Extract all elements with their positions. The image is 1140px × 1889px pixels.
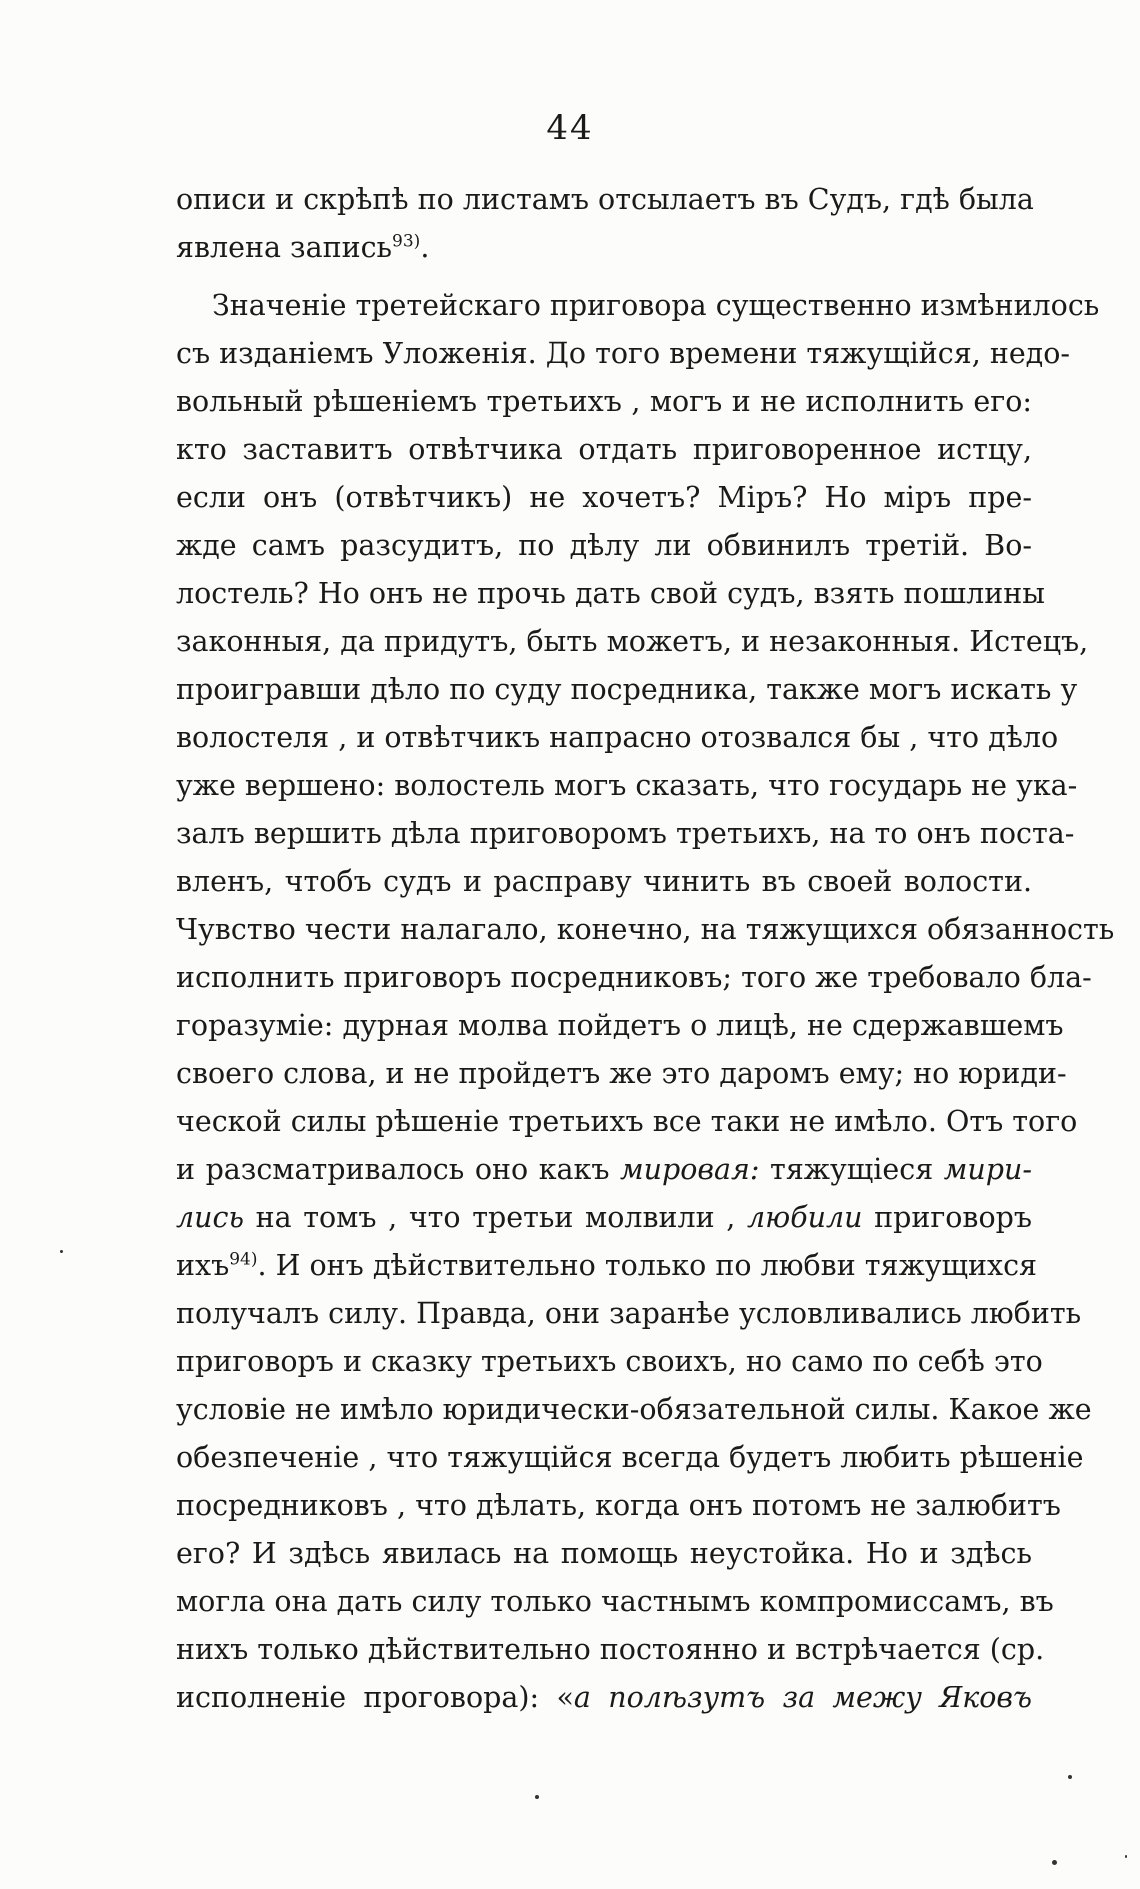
text-line: вольный рѣшеніемъ третьихъ , могъ и не исполнить его: [176, 385, 1032, 418]
text-run: исполненіе проговора): « [176, 1681, 574, 1714]
text-run: явлена запись [176, 231, 393, 264]
text-line: ческой силы рѣшеніе третьихъ все таки не имѣло. Отъ того [176, 1105, 1078, 1138]
text-line: условіе не имѣло юридически-обязательной силы. Какое же [176, 1393, 1092, 1426]
text-line: лостель? Но онъ не прочь дать свой судъ, взять пошлины [176, 577, 1045, 610]
text-line: нихъ только дѣйствительно постоянно и встрѣчается (ср. [176, 1633, 1045, 1666]
text-line: жде самъ разсудитъ, по дѣлу ли обвинилъ третій. Во- [176, 529, 1032, 562]
scan-speck [1125, 1855, 1127, 1858]
scan-speck [1052, 1860, 1057, 1865]
text-line: если онъ (отвѣтчикъ) не хочетъ? Міръ? Но міръ пре- [176, 481, 1032, 514]
scan-speck [535, 1795, 539, 1799]
text-line: Чувство чести налагало, конечно, на тяжущихся обязанность [176, 913, 1115, 946]
text-run: ихъ [176, 1249, 230, 1282]
text-run: . И онъ дѣйствительно только по любви тяжущихся [257, 1249, 1038, 1282]
text-line: получалъ силу. Правда, они заранѣе условливались любить [176, 1297, 1082, 1330]
footnote-ref: 93) [392, 231, 421, 252]
paragraph-gap [176, 272, 1032, 282]
text-line: Значеніе третейскаго приговора существенно измѣнилось [212, 289, 1100, 322]
text-run: приговоръ [862, 1201, 1032, 1234]
text-line [176, 1242, 1038, 1290]
italic-text: мири- [943, 1153, 1032, 1186]
text-line: вленъ, чтобъ судъ и расправу чинить въ своей волости. [176, 865, 1032, 898]
page-number: 44 [546, 108, 594, 148]
text-line: съ изданіемъ Уложенія. До того времени тяжущійся, недо- [176, 337, 1071, 370]
text-run: на томъ , что третьи молвили , [243, 1201, 747, 1234]
italic-text: лись [176, 1201, 244, 1234]
text-line: своего слова, и не пройдетъ же это даромъ ему; но юриди- [176, 1057, 1067, 1090]
body-text [176, 176, 1115, 1722]
text-line: горазуміе: дурная молва пойдетъ о лицѣ, не сдержавшемъ [176, 1009, 1064, 1042]
italic-text: мировая: [620, 1153, 760, 1186]
text-line: проигравши дѣло по суду посредника, также могъ искать у [176, 673, 1078, 706]
footnote-ref: 94) [229, 1249, 258, 1270]
text-line: его? И здѣсь явилась на помощь неустойка. Но и здѣсь [176, 1537, 1032, 1570]
text-run: тяжущіеся [759, 1153, 944, 1186]
text-line: волостеля , и отвѣтчикъ напрасно отозвался бы , что дѣло [176, 721, 1059, 754]
text-line: исполнить приговоръ посредниковъ; того же требовало бла- [176, 961, 1092, 994]
text-line: могла она дать силу только частнымъ компромиссамъ, въ [176, 1585, 1054, 1618]
text-line: приговоръ и сказку третьихъ своихъ, но само по себѣ это [176, 1345, 1043, 1378]
text-line: уже вершено: волостель могъ сказать, что государь не ука- [176, 769, 1078, 802]
text-line [176, 1674, 1032, 1722]
text-line [176, 1194, 1032, 1242]
text-line: описи и скрѣпѣ по листамъ отсылаетъ въ Судъ, гдѣ была [176, 183, 1034, 216]
text-line [176, 1146, 1032, 1194]
text-line: обезпеченіе , что тяжущійся всегда будетъ любить рѣшеніе [176, 1441, 1084, 1474]
text-run: . [420, 231, 430, 264]
text-line: законныя, да придутъ, быть можетъ, и незаконныя. Истецъ, [176, 625, 1089, 658]
scan-speck [60, 1250, 63, 1253]
text-line: залъ вершить дѣла приговоромъ третьихъ, на то онъ поста- [176, 817, 1075, 850]
text-line: посредниковъ , что дѣлать, когда онъ потомъ не залюбитъ [176, 1489, 1061, 1522]
italic-text: а полѣзутъ за межу Яковъ [573, 1681, 1033, 1714]
text-line [176, 224, 1032, 272]
scan-speck [1068, 1775, 1072, 1779]
text-run: и разсматривалось оно какъ [176, 1153, 621, 1186]
italic-text: любили [746, 1201, 863, 1234]
text-line: кто заставитъ отвѣтчика отдать приговоренное истцу, [176, 433, 1032, 466]
